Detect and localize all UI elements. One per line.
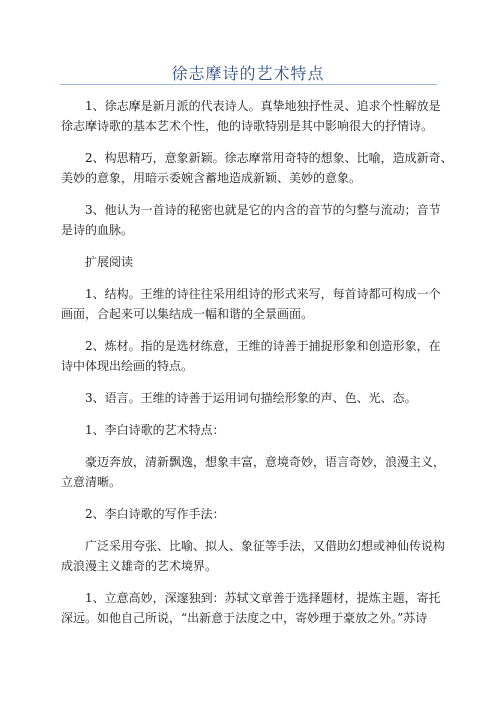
paragraph-line: 2、炼材。指的是选材练意，王维的诗善于捕捉形象和创造形象，在 <box>85 339 441 353</box>
paragraph-line: 广泛采用夸张、比喻、拟人、象征等手法，又借助幻想或神仙传说构 <box>85 539 446 553</box>
paragraph-line: 3、他认为一首诗的秘密也就是它的内含的音节的匀整与流动；音节 <box>85 203 441 217</box>
paragraph <box>61 252 441 272</box>
document-body <box>61 96 453 640</box>
paragraph <box>61 588 441 628</box>
title-divider <box>60 84 437 85</box>
paragraph-line: 立意清晰。 <box>61 475 122 489</box>
page-title: 徐志摩诗的艺术特点 <box>171 64 325 83</box>
paragraph <box>61 200 441 240</box>
paragraph-line: 是诗的血脉。 <box>61 223 134 237</box>
paragraph-line: 1、结构。王维的诗往往采用组诗的形式来写，每首诗都可构成一个 <box>85 287 441 301</box>
paragraph <box>61 504 441 524</box>
paragraph-line: 1、立意高妙，深邃独到：苏轼文章善于选择题材，提炼主题，寄托 <box>85 591 441 605</box>
paragraph-line: 1、李白诗歌的艺术特点： <box>85 423 225 437</box>
paragraph <box>61 536 446 576</box>
paragraph-line: 徐志摩诗歌的基本艺术个性，他的诗歌特别是其中影响很大的抒情诗。 <box>61 119 434 133</box>
paragraph-line: 扩展阅读 <box>85 255 134 269</box>
paragraph-line: 1、徐志摩是新月派的代表诗人。真挚地独抒性灵、追求个性解放是 <box>85 99 441 113</box>
paragraph-line: 画面，合起来可以集结成一幅和谐的全景画面。 <box>61 307 314 321</box>
paragraph <box>61 452 446 492</box>
paragraph-line: 2、李白诗歌的写作手法： <box>85 507 225 521</box>
paragraph <box>61 148 453 188</box>
paragraph <box>61 420 441 440</box>
paragraph-line: 3、语言。王维的诗善于运用词句描绘形象的声、色、光、态。 <box>85 391 417 405</box>
paragraph <box>61 284 441 324</box>
paragraph-line: 豪迈奔放，清新飘逸，想象丰富，意境奇妙，语言奇妙，浪漫主义， <box>85 455 446 469</box>
paragraph-line: 2、构思精巧，意象新颖。徐志摩常用奇特的想象、比喻，造成新奇、 <box>85 151 453 165</box>
paragraph-line: 深远。如他自己所说，“出新意于法度之中，寄妙理于豪放之外。”苏诗 <box>61 611 428 625</box>
paragraph <box>61 388 441 408</box>
paragraph-line: 诗中体现出绘画的特点。 <box>61 359 194 373</box>
paragraph-line: 美妙的意象，用暗示委婉含蓄地造成新颖、美妙的意象。 <box>61 171 362 185</box>
paragraph-line: 成浪漫主义雄奇的艺术境界。 <box>61 559 218 573</box>
paragraph <box>61 336 441 376</box>
paragraph <box>61 96 441 136</box>
